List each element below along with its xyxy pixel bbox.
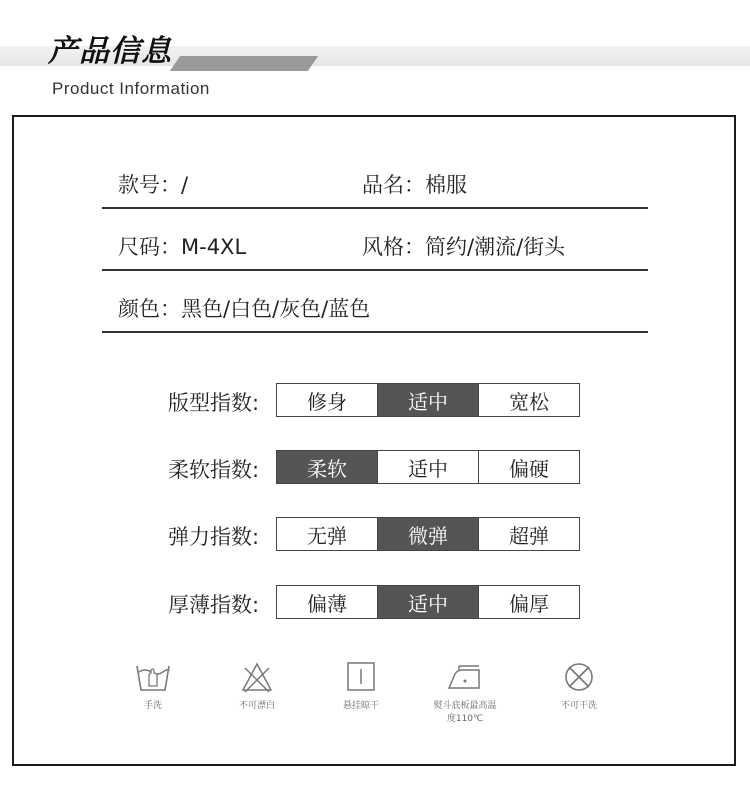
scale-option: 柔软: [277, 451, 378, 483]
scale-option: 无弹: [277, 518, 378, 550]
style-tags: 风格：简约/潮流/街头: [362, 235, 566, 259]
scale-option: 宽松: [509, 389, 549, 414]
softness-scale-label: 柔软指数:: [168, 458, 260, 482]
color-options: 颜色：黑色/白色/灰色/蓝色: [118, 297, 371, 321]
scale-option: 适中: [378, 451, 479, 483]
style-number: 款号：/: [118, 173, 189, 197]
care-item: [316, 660, 406, 713]
product-name: 品名：棉服: [362, 173, 467, 197]
fit-scale-label: 版型指数:: [168, 391, 260, 415]
iron-icon: [445, 660, 485, 694]
care-label: 不可漂白: [238, 701, 275, 711]
scale-option: 偏硬: [509, 456, 549, 481]
thickness-scale-options: [276, 585, 580, 619]
care-label: 手洗: [143, 701, 162, 711]
no-bleach-icon: [237, 660, 277, 694]
page-subtitle: Product Information: [52, 79, 210, 98]
fit-scale-options: [276, 383, 580, 417]
scale-option: 适中: [378, 384, 479, 416]
care-item: [420, 660, 510, 726]
info-row: [102, 147, 648, 209]
care-label: 熨斗底板最高温度110℃: [433, 701, 497, 724]
thickness-scale-label: 厚薄指数:: [168, 593, 260, 617]
elasticity-scale-options: [276, 517, 580, 551]
info-row: [102, 271, 648, 333]
hand-wash-icon: [133, 660, 173, 694]
care-label: 悬挂晾干: [342, 701, 379, 711]
scale-option: 偏薄: [277, 586, 378, 618]
care-item: [108, 660, 198, 713]
hang-dry-icon: [341, 660, 381, 694]
softness-scale-options: [276, 450, 580, 484]
care-label: 不可干洗: [560, 701, 597, 711]
scale-option: 适中: [378, 586, 479, 618]
care-item: [534, 660, 624, 713]
scale-option: 超弹: [509, 523, 549, 548]
scale-option: 偏厚: [509, 591, 549, 616]
page-title: 产品信息: [48, 34, 172, 69]
scale-option: 修身: [277, 384, 378, 416]
header-accent-stripe: [170, 56, 319, 71]
care-item: [212, 660, 302, 713]
no-tumble-dry-icon: [559, 660, 599, 694]
scale-option: 微弹: [378, 518, 479, 550]
info-row: [102, 209, 648, 271]
size-range: 尺码：M-4XL: [118, 235, 247, 259]
elasticity-scale-label: 弹力指数:: [168, 525, 260, 549]
